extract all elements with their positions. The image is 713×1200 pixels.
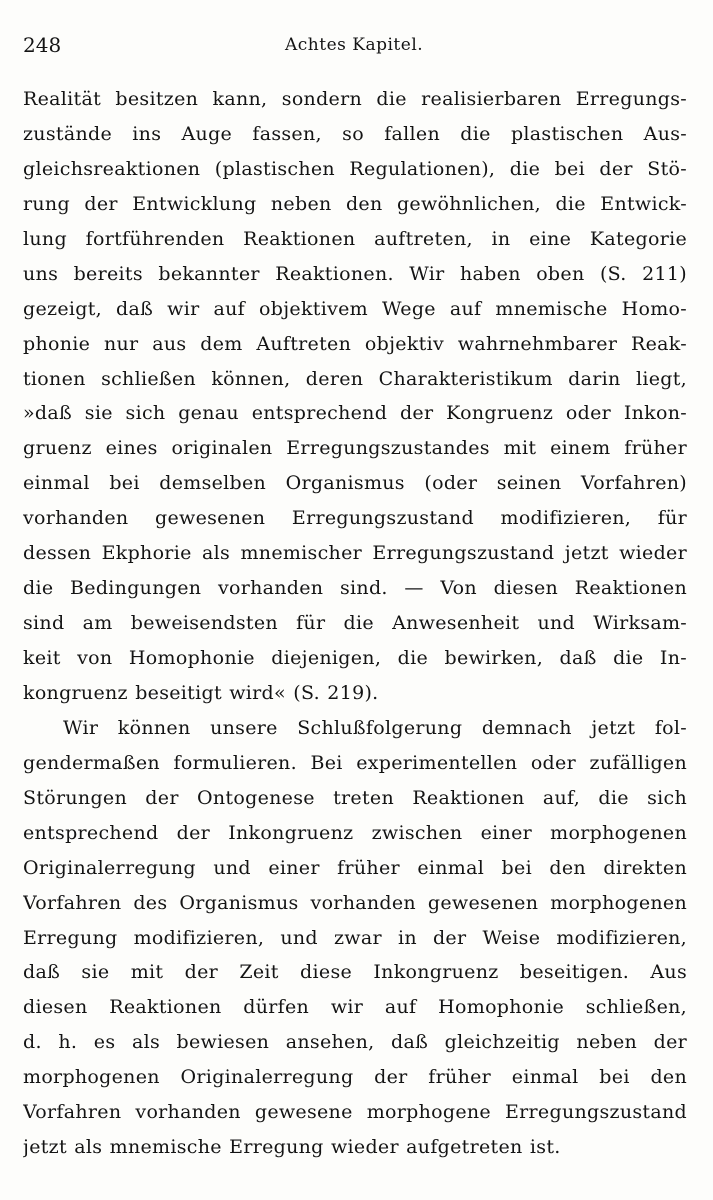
text-line: die Bedingungen vorhanden sind. — Von diesen Reaktionen [23, 577, 687, 600]
text-line: Vorfahren des Organismus vorhanden gewesenen morphogenen [23, 891, 687, 914]
text-line: Realität besitzen kann, sondern die realisierbaren Erregungs- [23, 88, 687, 110]
text-line: jetzt als mnemische Erregung wieder aufgetreten ist. [23, 1136, 561, 1159]
running-title: Achtes Kapitel. [285, 35, 424, 55]
text-line: diesen Reaktionen dürfen wir auf Homophonie schließen, [23, 996, 687, 1019]
text-line: dessen Ekphorie als mnemischer Erregungszustand jetzt wieder [23, 542, 687, 565]
text-line: gruenz eines originalen Erregungszustandes mit einem früher [23, 437, 687, 460]
text-line: rung der Entwicklung neben den gewöhnlichen, die Entwick- [23, 192, 687, 215]
text-line: uns bereits bekannter Reaktionen. Wir haben oben (S. 211) [23, 262, 687, 285]
text-line: Wir können unsere Schlußfolgerung demnach jetzt fol- [63, 716, 687, 739]
text-line: zustände ins Auge fassen, so fallen die plastischen Aus- [23, 122, 687, 145]
body-text [23, 82, 687, 1165]
text-line: entsprechend der Inkongruenz zwischen einer morphogenen [23, 821, 687, 844]
text-line: tionen schließen können, deren Charakteristikum darin liegt, [23, 367, 687, 390]
text-line: Originalerregung und einer früher einmal bei den direkten [23, 856, 687, 879]
page-number: 248 [23, 33, 62, 57]
text-line: kongruenz beseitigt wird« (S. 219). [23, 681, 379, 704]
text-line: einmal bei demselben Organismus (oder seinen Vorfahren) [23, 472, 687, 495]
paragraph-1 [23, 82, 687, 711]
text-line: »daß sie sich genau entsprechend der Kongruenz oder Inkon- [23, 402, 687, 425]
text-line: gleichsreaktionen (plastischen Regulationen), die bei der Stö- [23, 157, 687, 180]
text-line: d. h. es als bewiesen ansehen, daß gleichzeitig neben der [23, 1031, 687, 1054]
text-line: phonie nur aus dem Auftreten objektiv wahrnehmbarer Reak- [23, 332, 687, 355]
text-line: gendermaßen formulieren. Bei experimentellen oder zufälligen [23, 751, 687, 774]
text-line: Vorfahren vorhanden gewesene morphogene Erregungszustand [23, 1101, 687, 1124]
text-line: daß sie mit der Zeit diese Inkongruenz beseitigen. Aus [23, 961, 687, 984]
text-line: Erregung modifizieren, und zwar in der Weise modifizieren, [23, 926, 687, 949]
text-line: gezeigt, daß wir auf objektivem Wege auf mnemische Homo- [23, 297, 687, 320]
text-line: sind am beweisendsten für die Anwesenheit und Wirksam- [23, 612, 687, 635]
text-line: lung fortführenden Reaktionen auftreten, in eine Kategorie [23, 227, 687, 250]
text-line: Störungen der Ontogenese treten Reaktionen auf, die sich [23, 786, 687, 809]
page-header [23, 30, 685, 60]
paragraph-2 [23, 711, 687, 1165]
text-line: keit von Homophonie diejenigen, die bewirken, daß die In- [23, 647, 687, 669]
text-line: vorhanden gewesenen Erregungszustand modifizieren, für [23, 507, 687, 530]
text-line: morphogenen Originalerregung der früher einmal bei den [23, 1066, 687, 1089]
